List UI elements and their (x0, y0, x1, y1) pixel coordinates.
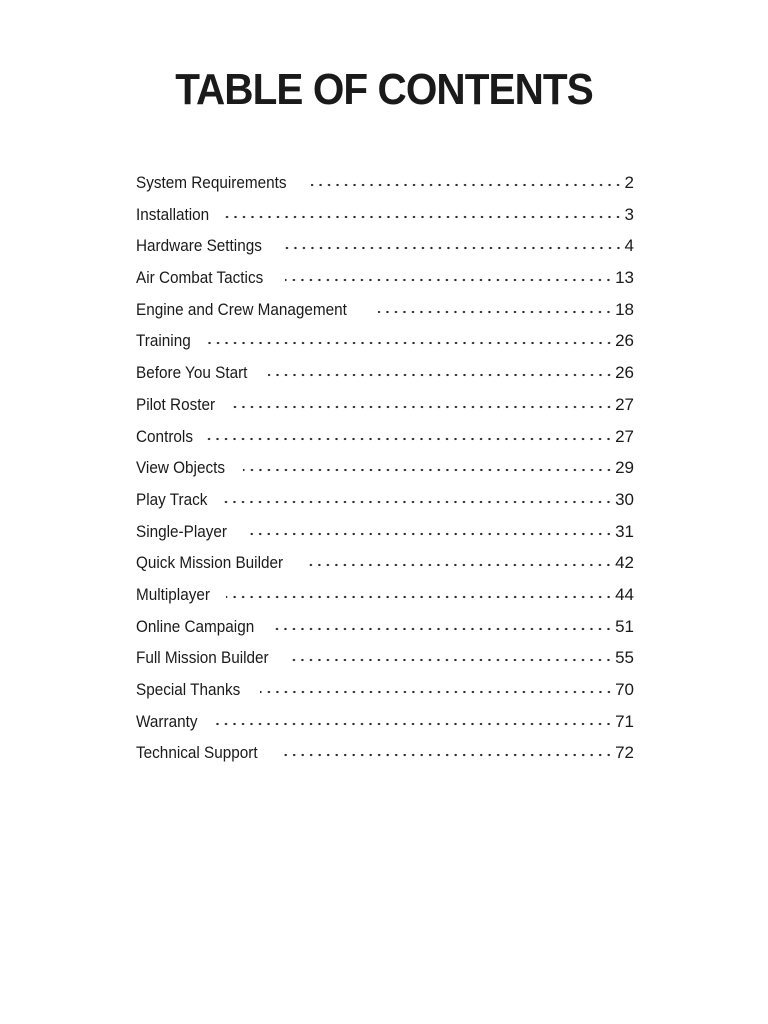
toc-entry-label: Training (136, 331, 191, 351)
toc-entry-label: Warranty (136, 711, 198, 731)
dot-leader (223, 485, 613, 505)
toc-entry (136, 422, 634, 454)
toc-entry (136, 263, 634, 295)
dot-leader (212, 707, 613, 727)
toc-entry (136, 358, 634, 390)
toc-entry-page-number: 2 (624, 173, 634, 192)
toc-entry (136, 580, 634, 612)
toc-entry-page-number: 30 (615, 489, 634, 509)
dot-leader (225, 200, 622, 220)
toc-entry (136, 643, 634, 675)
toc-entry-page-number: 29 (615, 458, 634, 478)
toc-entry (136, 485, 634, 517)
toc-entry (136, 517, 634, 549)
dot-leader (311, 168, 622, 188)
toc-entry-label: Technical Support (136, 743, 258, 763)
toc-entry (136, 548, 634, 580)
toc-entry (136, 453, 634, 485)
toc-entry-page-number: 31 (615, 521, 634, 541)
dot-leader (226, 580, 613, 600)
toc-entry-label: Installation (136, 204, 210, 224)
dot-leader (291, 643, 613, 663)
toc-entry-label: Quick Mission Builder (136, 553, 284, 573)
dot-leader (279, 738, 613, 758)
toc-entry-label: Online Campaign (136, 616, 255, 636)
toc-entry (136, 390, 634, 422)
toc-entry-label: Engine and Crew Management (136, 299, 347, 319)
toc-entry-page-number: 51 (615, 616, 634, 636)
toc-entry-label: Play Track (136, 489, 208, 509)
toc-entry-page-number: 26 (615, 363, 634, 383)
table-of-contents (136, 168, 634, 770)
toc-entry-label: Special Thanks (136, 680, 241, 699)
toc-entry-label: Air Combat Tactics (136, 268, 264, 288)
toc-entry-page-number: 55 (615, 648, 634, 668)
dot-leader (307, 548, 613, 568)
toc-entry-page-number: 27 (615, 426, 634, 446)
toc-entry-label: System Requirements (136, 173, 287, 192)
toc-entry (136, 675, 634, 707)
toc-entry-page-number: 27 (615, 394, 634, 414)
toc-entry-label: View Objects (136, 458, 226, 478)
toc-entry (136, 738, 634, 770)
toc-entry-label: Single-Player (136, 521, 227, 541)
toc-entry-page-number: 4 (624, 236, 634, 256)
toc-entry-page-number: 71 (615, 711, 634, 731)
toc-entry-label: Full Mission Builder (136, 648, 269, 668)
toc-entry-page-number: 13 (615, 268, 634, 288)
toc-entry-label: Hardware Settings (136, 236, 262, 256)
toc-entry (136, 168, 634, 200)
dot-leader (268, 358, 613, 378)
toc-entry-label: Before You Start (136, 363, 248, 383)
toc-entry-page-number: 44 (615, 584, 634, 604)
toc-entry (136, 200, 634, 232)
toc-entry-label: Controls (136, 426, 193, 446)
toc-entry-page-number: 70 (615, 680, 634, 699)
toc-entry-page-number: 26 (615, 331, 634, 351)
dot-leader (378, 295, 613, 315)
page-title: TABLE OF CONTENTS (175, 65, 593, 114)
toc-entry-label: Pilot Roster (136, 394, 216, 414)
toc-entry (136, 612, 634, 644)
toc-entry (136, 707, 634, 739)
dot-leader (285, 263, 613, 283)
dot-leader (245, 517, 613, 537)
dot-leader (284, 231, 623, 251)
toc-entry-page-number: 42 (615, 553, 634, 573)
toc-entry (136, 231, 634, 263)
dot-leader (207, 422, 613, 442)
toc-entry-page-number: 18 (615, 299, 634, 319)
dot-leader (205, 326, 613, 346)
toc-entry (136, 326, 634, 358)
toc-entry-label: Multiplayer (136, 584, 210, 604)
toc-entry (136, 295, 634, 327)
dot-leader (260, 675, 613, 695)
dot-leader (275, 612, 613, 632)
toc-entry-page-number: 72 (615, 743, 634, 763)
dot-leader (243, 453, 613, 473)
toc-entry-page-number: 3 (624, 204, 634, 224)
dot-leader (232, 390, 613, 410)
